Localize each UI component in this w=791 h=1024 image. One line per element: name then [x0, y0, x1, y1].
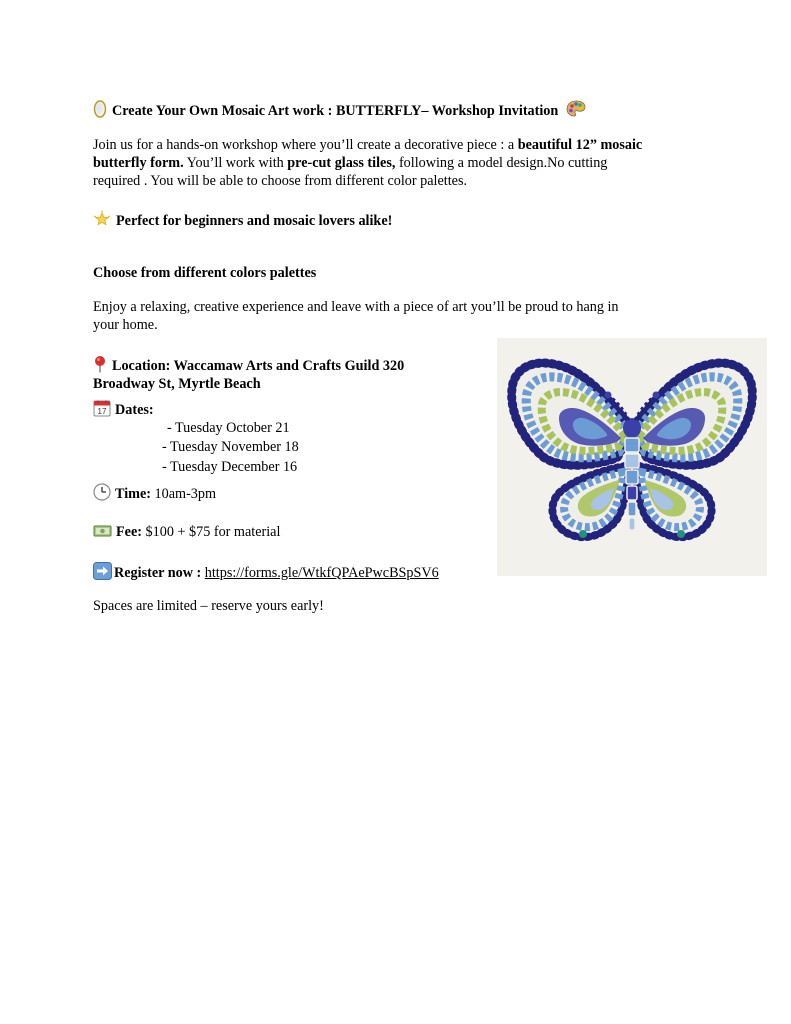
- fee-value: $100 + $75 for material: [142, 524, 281, 540]
- palettes-heading-text: Choose from different colors palettes: [93, 265, 317, 281]
- location-line-1: [93, 355, 404, 375]
- svg-text:17: 17: [97, 407, 107, 416]
- date-item: - Tuesday October 21: [167, 420, 290, 436]
- right-arrow-icon: [93, 562, 112, 580]
- page-title: [93, 100, 591, 120]
- date-item: - Tuesday December 16: [162, 459, 298, 475]
- calendar-icon: [93, 399, 111, 417]
- time-value: 10am-3pm: [151, 486, 217, 502]
- intro-line-1: [93, 136, 642, 154]
- butterfly-mosaic-illustration: [497, 338, 767, 576]
- intro-bold-text: pre-cut glass tiles,: [287, 155, 396, 171]
- closing-line: Spaces are limited – reserve yours early!: [93, 598, 324, 614]
- intro-bold-text: butterfly form.: [93, 155, 184, 171]
- intro-line-2: [93, 154, 607, 172]
- intro-line-3: required . You will be able to choose from different color palettes.: [93, 173, 468, 189]
- relax-line-1: Enjoy a relaxing, creative experience and leave with a piece of art you’ll be proud to hang in: [93, 299, 619, 315]
- location-text: Broadway St, Myrtle Beach: [93, 376, 261, 392]
- intro-text: following a model design.No cutting: [395, 155, 608, 171]
- palettes-heading: [93, 264, 316, 282]
- relax-line-2: your home.: [93, 317, 158, 333]
- date-item: - Tuesday November 18: [162, 439, 299, 455]
- dates-label-line: [93, 399, 154, 419]
- location-text: Location: Waccamaw Arts and Crafts Guild 320: [112, 358, 405, 374]
- register-link[interactable]: https://forms.gle/WtkfQPAePwcBSpSV6: [204, 565, 439, 581]
- fee-line: [93, 523, 280, 541]
- register-label: Register now :: [114, 565, 202, 581]
- fee-label: Fee:: [116, 524, 142, 540]
- intro-text: Join us for a hands-on workshop where you’ll create a decorative piece : a: [93, 137, 518, 153]
- money-icon: [93, 523, 112, 539]
- time-line: [93, 483, 216, 503]
- intro-text: You’ll work with: [183, 155, 288, 171]
- title-text: Create Your Own Mosaic Art work : BUTTERFLY– Workshop Invitation: [112, 103, 559, 119]
- beginners-text: Perfect for beginners and mosaic lovers alike!: [116, 213, 393, 229]
- location-line-2: [93, 375, 261, 393]
- clock-icon: [93, 483, 111, 501]
- dates-label: Dates:: [115, 402, 154, 418]
- register-line: [93, 562, 439, 582]
- intro-bold-text: beautiful 12” mosaic: [517, 137, 643, 153]
- beginners-line: [93, 210, 392, 230]
- time-label: Time:: [115, 486, 151, 502]
- mosaic-butterfly-photo: [497, 338, 767, 576]
- mirror-icon: [93, 100, 107, 118]
- glowing-star-icon: [93, 210, 111, 228]
- round-pushpin-icon: [93, 355, 107, 373]
- artist-palette-icon: [566, 100, 586, 118]
